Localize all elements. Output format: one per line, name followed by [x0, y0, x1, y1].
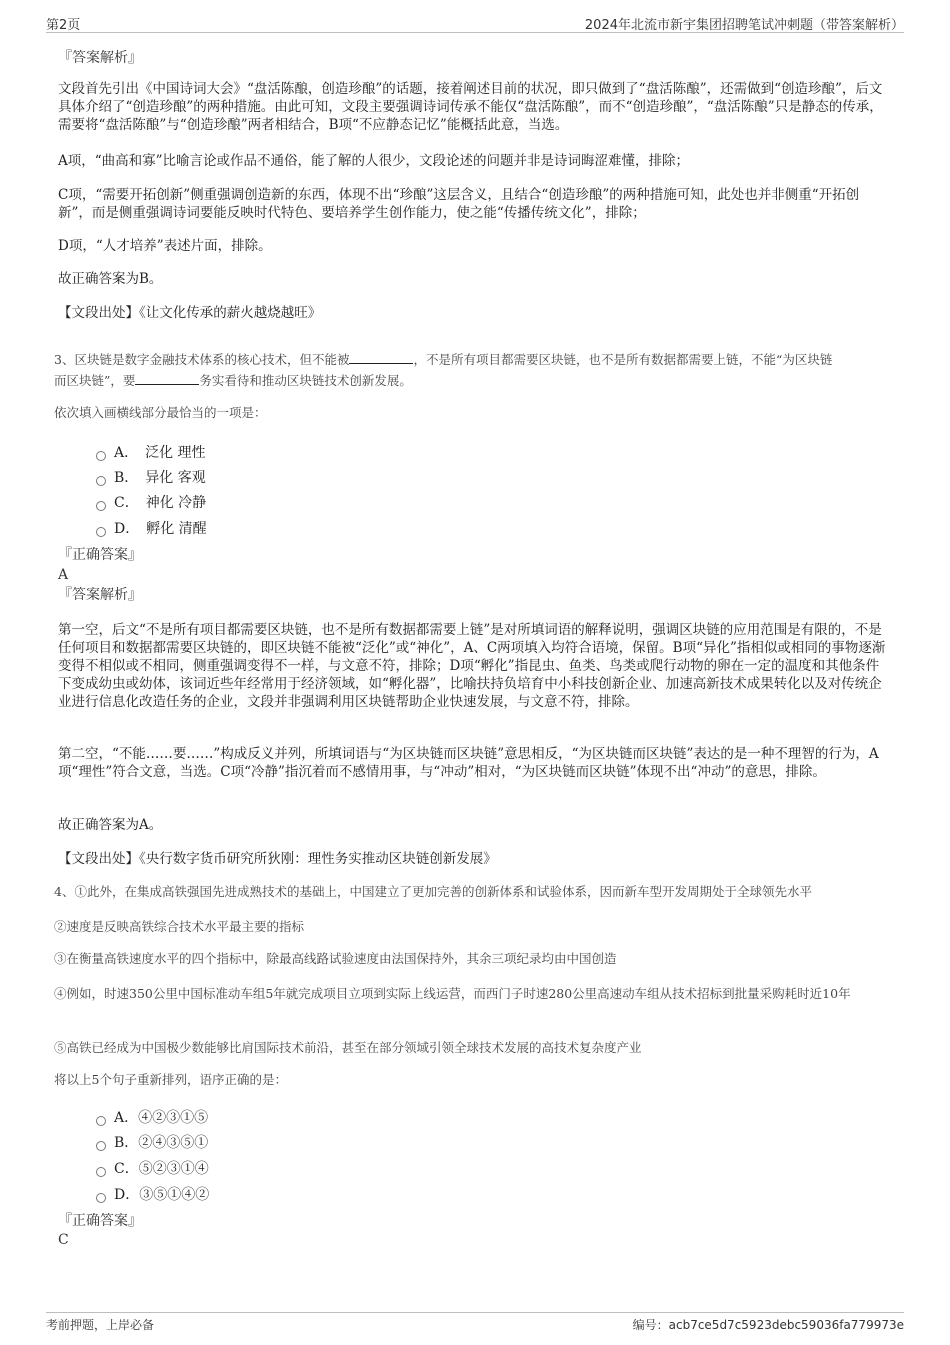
q2-analysis-option-d: D项，“人才培养”表述片面，排除。: [58, 238, 272, 254]
q4-sentence-5: ⑤高铁已经成为中国极少数能够比肩国际技术前沿，甚至在部分领域引领全球技术发展的高技术复杂度产业: [54, 1040, 642, 1055]
q3-stem-part2: ，不是所有项目都需要区块链，也不是所有数据都需要上链，不能“为区块链: [413, 352, 833, 367]
q4-correct-answer: C: [58, 1232, 69, 1248]
radio-icon[interactable]: [96, 501, 106, 511]
q2-analysis-label: 『答案解析』: [58, 50, 142, 66]
page-header: [46, 12, 904, 33]
q3-option-d[interactable]: D． 孵化 清醒: [96, 518, 207, 538]
radio-icon[interactable]: [96, 476, 106, 486]
q2-analysis-paragraph: 文段首先引出《中国诗词大会》“盘活陈酿，创造珍酿”的话题，接着阐述目前的状况，即只做到了“盘活陈酿”，还需做到“创造珍酿”，后文具体介绍了“创造珍酿”的两种措施。由此可知，文段主要强调诗词传承不能仅“盘活陈酿”，而不“创造珍酿”，“盘活陈酿”只是静态的传承，需要将“盘活陈酿”与“创造珍酿”两者相结合，B项“不应静态记忆”能概括此意，当选。: [58, 81, 883, 133]
q3-stem-part1: 3、区块链是数字金融技术体系的核心技术，但不能被: [54, 352, 350, 367]
q2-analysis-option-c: C项，“需要开拓创新”侧重强调创造新的东西，体现不出“珍酿”这层含义，且结合“创造珍酿”的两种措施可知，此处也并非侧重“开拓创新”，而是侧重强调诗词要能反映时代特色、要培养学生创作能力，使之能“传播传统文化”，排除；: [58, 187, 860, 221]
radio-icon[interactable]: [96, 527, 106, 537]
document-code: 编号：acb7ce5d7c5923debc59036fa779973e: [632, 1318, 904, 1332]
footer-slogan: 考前押题，上岸必备: [46, 1318, 155, 1332]
q2-source: 【文段出处】《让文化传承的薪火越烧越旺》: [58, 305, 322, 321]
q3-blank-1: [349, 351, 413, 364]
q3-conclusion: 故正确答案为A。: [58, 817, 163, 833]
q4-option-d[interactable]: D．③⑤①④②: [96, 1184, 209, 1204]
q4-option-b[interactable]: B．②④③⑤①: [96, 1132, 208, 1152]
q2-conclusion: 故正确答案为B。: [58, 271, 163, 287]
q4-correct-label: 『正确答案』: [58, 1213, 142, 1229]
q3-option-a[interactable]: A． 泛化 理性: [96, 442, 206, 462]
q3-option-b[interactable]: B． 异化 客观: [96, 467, 206, 487]
page-number: 第2页: [46, 18, 81, 33]
q4-sentence-3: ③在衡量高铁速度水平的四个指标中，除最高线路试验速度由法国保持外，其余三项纪录均由中国创造: [54, 951, 617, 966]
q3-blank-2: [135, 372, 199, 385]
q4-sentence-1: 4、①此外，在集成高铁强国先进成熟技术的基础上，中国建立了更加完善的创新体系和试验体系，因而新车型开发周期处于全球领先水平: [54, 884, 812, 899]
q3-analysis-paragraph-2: 第二空，“不能……要……”构成反义并列，所填词语与“为区块链而区块链”意思相反，“为区块链而区块链”表达的是一种不理智的行为，A项“理性”符合文意，当选。C项“冷静”指沉着而不感情用事，与“冲动”相对，“为区块链而区块链”体现不出“冲动”的意思，排除。: [58, 746, 879, 780]
q3-correct-label: 『正确答案』: [58, 547, 142, 563]
radio-icon[interactable]: [96, 451, 106, 461]
q3-analysis-paragraph-1: 第一空，后文“不是所有项目都需要区块链，也不是所有数据都需要上链”是对所填词语的解释说明，强调区块链的应用范围是有限的，不是任何项目和数据都需要区块链的，即区块链不能被“泛化”或“神化”，A、C两项填入均符合语境，保留。B项“异化”指相似或相同的事物逐渐变得不相似或不相同，侧重强调变得不一样，与文意不符，排除；D项“孵化”指昆虫、鱼类、鸟类或爬行动物的卵在一定的温度和其他条件下变成幼虫或幼体，该词近些年经常用于经济领域，如“孵化器”，比喻扶持负培育中小科技创新企业、加速高新技术成果转化以及对传统企业进行信息化改造任务的企业，文段并非强调利用区块链帮助企业快速发展，与文意不符，排除。: [58, 622, 886, 710]
radio-icon[interactable]: [96, 1167, 106, 1177]
q3-stem-part3: 而区块链”，要: [54, 373, 136, 388]
q3-source: 【文段出处】《央行数字货币研究所狄刚：理性务实推动区块链创新发展》: [58, 851, 497, 867]
document-title: 2024年北流市新宇集团招聘笔试冲刺题（带答案解析）: [584, 18, 904, 33]
q3-option-c[interactable]: C． 神化 冷静: [96, 492, 206, 512]
q4-option-c[interactable]: C．⑤②③①④: [96, 1158, 209, 1178]
q2-analysis-option-a: A项，“曲高和寡”比喻言论或作品不通俗，能了解的人很少，文段论述的问题并非是诗词晦涩难懂，排除；: [58, 153, 690, 169]
q3-analysis-label: 『答案解析』: [58, 587, 142, 603]
q3-correct-answer: A: [58, 567, 69, 583]
page-footer: [46, 1312, 904, 1341]
radio-icon[interactable]: [96, 1193, 106, 1203]
q3-stem: [54, 349, 894, 391]
q4-sentence-4: ④例如，时速350公里中国标准动车组5年就完成项目立项到实际上线运营，而西门子时速280公里高速动车组从技术招标到批量采购耗时近10年: [54, 986, 851, 1001]
radio-icon[interactable]: [96, 1141, 106, 1151]
q3-stem-part4: 务实看待和推动区块链技术创新发展。: [199, 373, 412, 388]
q4-option-a[interactable]: A．④②③①⑤: [96, 1107, 208, 1127]
q3-instruction: 依次填入画横线部分最恰当的一项是：: [54, 405, 267, 420]
q4-instruction: 将以上5个句子重新排列，语序正确的是：: [54, 1072, 287, 1087]
q4-sentence-2: ②速度是反映高铁综合技术水平最主要的指标: [54, 919, 305, 934]
radio-icon[interactable]: [96, 1116, 106, 1126]
